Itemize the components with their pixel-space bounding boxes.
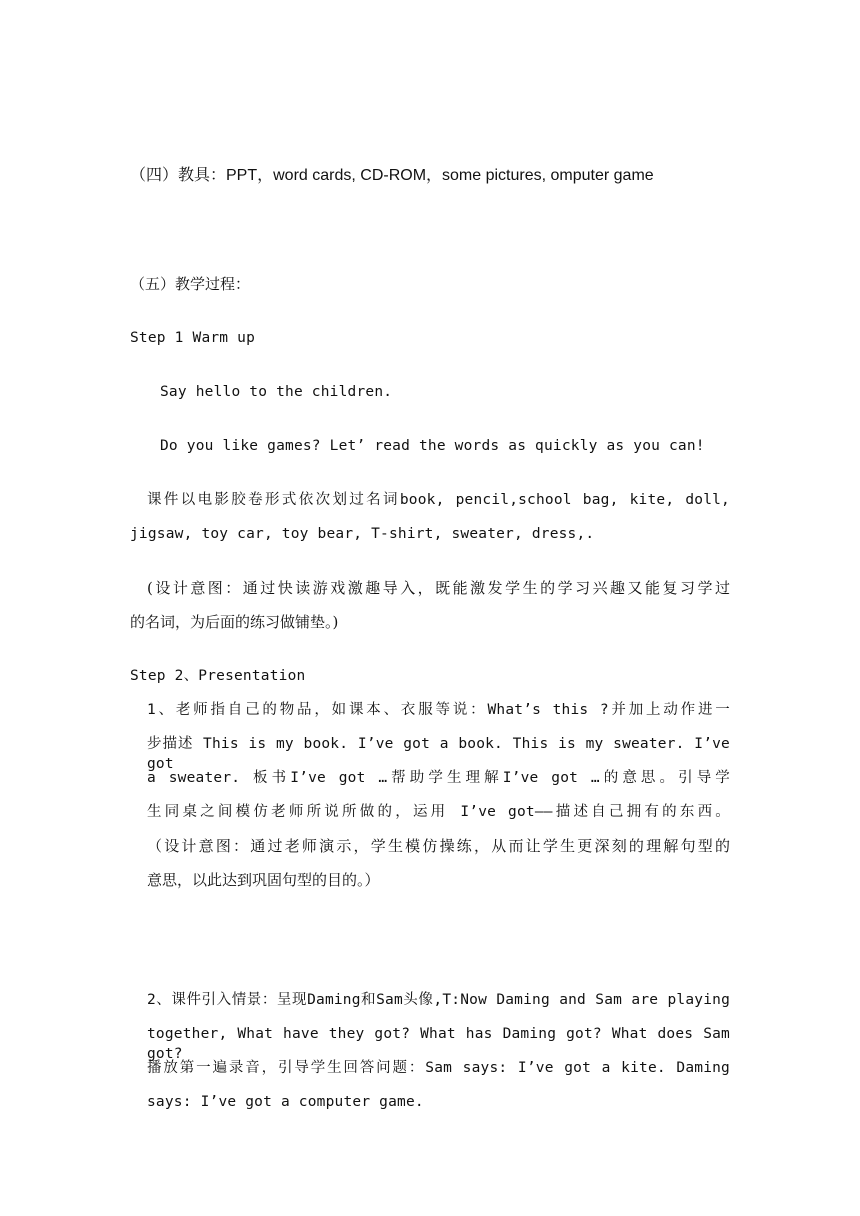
step2-para1-line4: 生同桌之间模仿老师所说所做的，运用 I’ve got——描述自己拥有的东西。 [147,804,730,820]
step1-courseware-line1: 课件以电影胶卷形式依次划过名词book, pencil,school bag, kite, doll, [147,492,730,508]
step2-para1-line2: 步描述 This is my book. I’ve got a book. This is my sweater. I’ve got [147,736,730,772]
step1-courseware-line2: jigsaw, toy car, toy bear, T-shirt, sweater, dress,. [130,526,595,542]
step1-line-greeting: Say hello to the children. [160,384,393,400]
step1-title: Step 1 Warm up [130,330,256,346]
teaching-process-heading: （五）教学过程： [130,275,251,293]
step2-para2-line2: together, What have they got? What has Daming got? What does Sam got? [147,1026,730,1062]
teaching-tools-line: （四）教具：PPT，word cards, CD-ROM，some pictures, omputer game [130,167,654,184]
step2-para1-line6: 意思，以此达到巩固句型的目的。） [147,871,380,889]
step2-para1-line1: 1、老师指自己的物品，如课本、衣服等说：What’s this ?并加上动作进一 [147,702,730,718]
step2-para1-line5: （设计意图：通过老师演示，学生模仿操练，从而让学生更深刻的理解句型的 [147,837,730,855]
step1-design-line1: (设计意图：通过快读游戏激趣导入，既能激发学生的学习兴趣又能复习学过 [147,579,730,597]
step1-line-game: Do you like games? Let’ read the words as quickly as you can! [160,438,705,454]
step2-para2-line1: 2、课件引入情景：呈现Daming和Sam头像,T:Now Daming and Sam are playing [147,992,730,1008]
step1-design-line2: 的名词，为后面的练习做铺垫。) [130,613,339,631]
step2-title: Step 2、Presentation [130,668,306,684]
step2-para1-line3: a sweater. 板书I’ve got …帮助学生理解I’ve got …的意思。引导学 [147,770,730,786]
step2-para2-line3: 播放第一遍录音，引导学生回答问题：Sam says: I’ve got a kite. Daming [147,1060,730,1076]
step2-para2-line4: says: I’ve got a computer game. [147,1094,424,1110]
